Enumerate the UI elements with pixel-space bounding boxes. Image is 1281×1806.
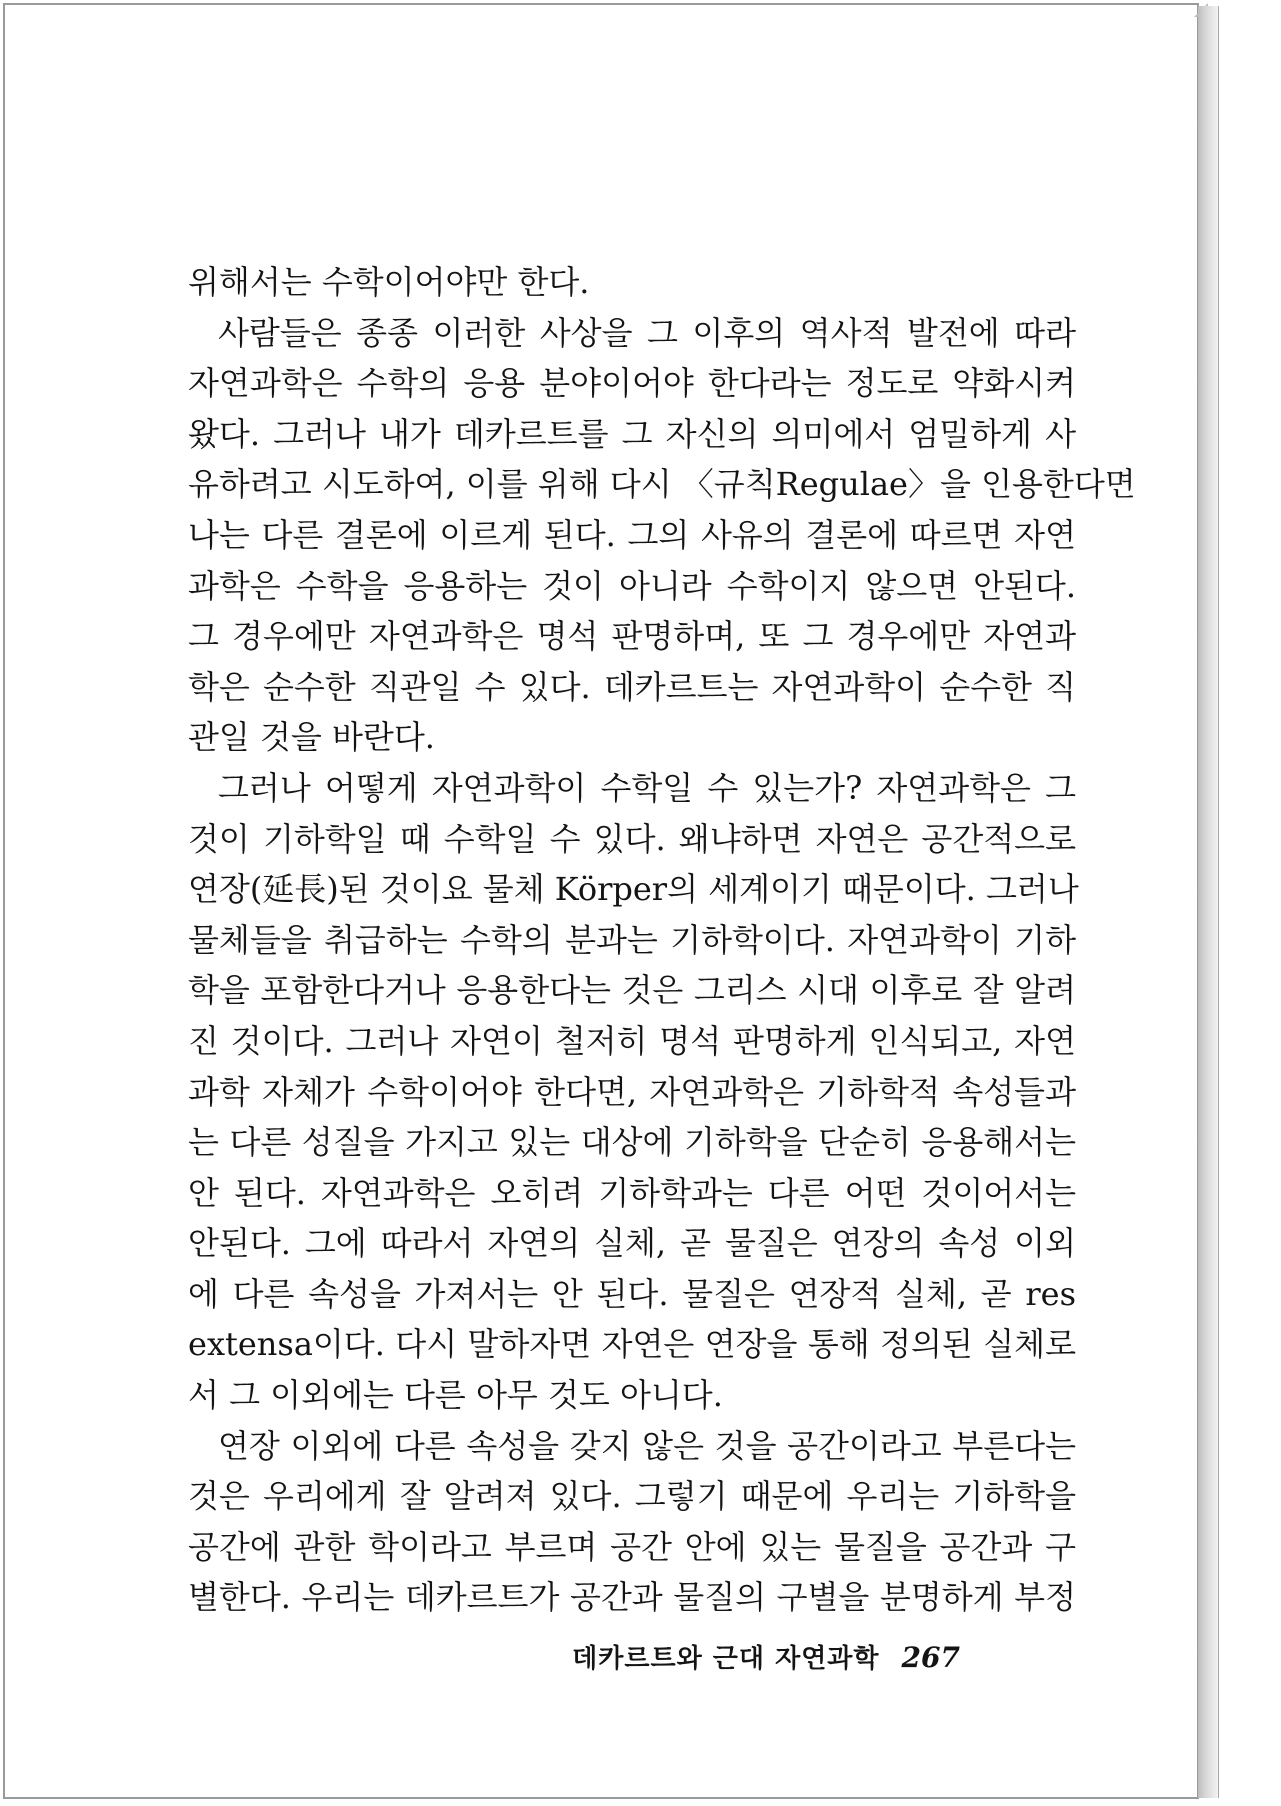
text-line: 사람들은 종종 이러한 사상을 그 이후의 역사적 발전에 따라: [218, 313, 1076, 352]
page-number: 267: [901, 1641, 960, 1674]
text-line: 물체들을 취급하는 수학의 분과는 기하학이다. 자연과학이 기하: [188, 920, 1076, 959]
text-line: 학을 포함한다거나 응용한다는 것은 그리스 시대 이후로 잘 알려: [188, 971, 1076, 1010]
text-line: 는 다른 성질을 가지고 있는 대상에 기하학을 단순히 응용해서는: [188, 1123, 1076, 1162]
text-line: 나는 다른 결론에 이르게 된다. 그의 사유의 결론에 따르면 자연: [188, 515, 1076, 554]
text-line: 관일 것을 바란다.: [188, 718, 435, 757]
text-line: extensa이다. 다시 말하자면 자연은 연장을 통해 정의된 실체로: [188, 1325, 1076, 1364]
text-line: 왔다. 그러나 내가 데카르트를 그 자신의 의미에서 엄밀하게 사: [188, 414, 1076, 453]
body-text: [188, 257, 1136, 1623]
text-line: 유하려고 시도하여, 이를 위해 다시 〈규칙Regulae〉을 인용한다면: [188, 465, 1136, 504]
text-line: 서 그 이외에는 다른 아무 것도 아니다.: [188, 1376, 723, 1415]
text-line: 학은 순수한 직관일 수 있다. 데카르트는 자연과학이 순수한 직: [188, 667, 1076, 706]
text-line: 과학은 수학을 응용하는 것이 아니라 수학이지 않으면 안된다.: [188, 566, 1076, 605]
text-line: 그 경우에만 자연과학은 명석 판명하며, 또 그 경우에만 자연과: [188, 617, 1076, 656]
running-title: 데카르트와 근대 자연과학: [572, 1644, 880, 1674]
text-line: 것이 기하학일 때 수학일 수 있다. 왜냐하면 자연은 공간적으로: [188, 819, 1076, 858]
text-line: 과학 자체가 수학이어야 한다면, 자연과학은 기하학적 속성들과: [188, 1072, 1076, 1111]
text-line: 위해서는 수학이어야만 한다.: [188, 263, 590, 301]
text-line: 연장(延長)된 것이요 물체 Körper의 세계이기 때문이다. 그러나: [188, 870, 1079, 909]
page-edge-shadow: [1198, 6, 1219, 1798]
text-line: 별한다. 우리는 데카르트가 공간과 물질의 구별을 분명하게 부정: [188, 1578, 1076, 1617]
book-page: [3, 3, 1199, 1799]
text-line: 것은 우리에게 잘 알려져 있다. 그렇기 때문에 우리는 기하학을: [188, 1477, 1076, 1516]
text-line: 공간에 관한 학이라고 부르며 공간 안에 있는 물질을 공간과 구: [188, 1527, 1076, 1566]
page-footer: [572, 1638, 960, 1675]
text-line: 연장 이외에 다른 속성을 갖지 않은 것을 공간이라고 부른다는: [218, 1426, 1076, 1465]
text-line: 진 것이다. 그러나 자연이 철저히 명석 판명하게 인식되고, 자연: [188, 1021, 1076, 1060]
text-line: 그러나 어떻게 자연과학이 수학일 수 있는가? 자연과학은 그: [218, 768, 1076, 807]
text-line: 에 다른 속성을 가져서는 안 된다. 물질은 연장적 실체, 곧 res: [188, 1274, 1076, 1313]
text-line: 안된다. 그에 따라서 자연의 실체, 곧 물질은 연장의 속성 이외: [188, 1224, 1076, 1263]
text-line: 안 된다. 자연과학은 오히려 기하학과는 다른 어떤 것이어서는: [188, 1173, 1076, 1212]
text-line: 자연과학은 수학의 응용 분야이어야 한다라는 정도로 약화시켜: [188, 364, 1076, 403]
